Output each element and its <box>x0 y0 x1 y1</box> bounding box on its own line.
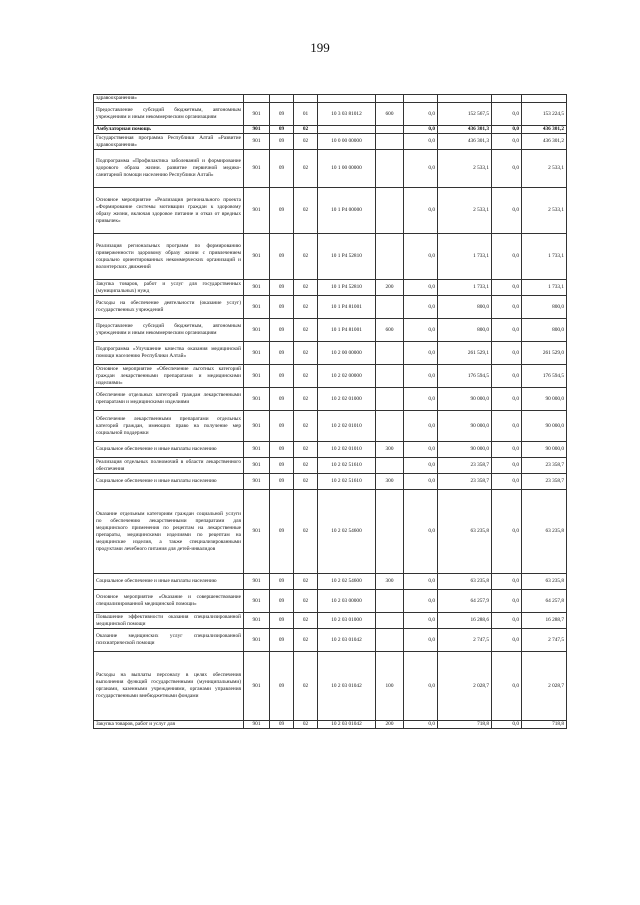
table-row <box>94 95 567 103</box>
admin-code-cell: 901 <box>244 442 270 458</box>
row-name-cell: Закупка товаров, работ и услуг для <box>94 721 244 729</box>
amount-b-cell: 2 747,5 <box>438 629 492 652</box>
admin-code-cell: 901 <box>244 629 270 652</box>
section-code-cell: 09 <box>270 342 294 365</box>
amount-c-cell: 0,0 <box>492 574 522 590</box>
amount-a-cell: 0,0 <box>404 411 438 442</box>
section-code-cell: 09 <box>270 442 294 458</box>
target-article-cell: 10 2 00 00000 <box>318 342 376 365</box>
admin-code-cell: 901 <box>244 388 270 411</box>
subsection-code-cell: 02 <box>294 280 318 296</box>
amount-d-cell: 1 733,1 <box>522 280 567 296</box>
admin-code-cell: 901 <box>244 280 270 296</box>
target-article-cell: 10 2 03 01000 <box>318 613 376 629</box>
amount-b-cell: 800,0 <box>438 296 492 319</box>
amount-b-cell: 23 358,7 <box>438 474 492 490</box>
amount-b-cell: 63 235,8 <box>438 574 492 590</box>
section-code-cell: 09 <box>270 411 294 442</box>
amount-d-cell: 90 000,0 <box>522 388 567 411</box>
row-name-cell: Закупка товаров, работ и услуг для государственных (муниципальных) нужд <box>94 280 244 296</box>
admin-code-cell: 901 <box>244 296 270 319</box>
target-article-cell: 10 2 02 01010 <box>318 411 376 442</box>
target-article-cell: 10 2 03 01042 <box>318 652 376 721</box>
amount-c-cell: 0,0 <box>492 103 522 126</box>
expense-type-cell: 300 <box>376 442 404 458</box>
target-article-cell <box>318 95 376 103</box>
subsection-code-cell: 02 <box>294 365 318 388</box>
amount-b-cell: 1 733,1 <box>438 234 492 280</box>
amount-d-cell: 261 529,0 <box>522 342 567 365</box>
amount-c-cell: 0,0 <box>492 490 522 574</box>
row-name-cell: Государственная программа Республики Алтай «Развитие здравоохранения» <box>94 134 244 150</box>
amount-d-cell: 23 358,7 <box>522 458 567 474</box>
section-code-cell: 09 <box>270 613 294 629</box>
target-article-cell: 10 1 00 00000 <box>318 150 376 188</box>
amount-b-cell: 800,0 <box>438 319 492 342</box>
amount-b-cell: 90 000,0 <box>438 442 492 458</box>
target-article-cell: 10 2 02 01010 <box>318 442 376 458</box>
amount-c-cell: 0,0 <box>492 150 522 188</box>
admin-code-cell: 901 <box>244 590 270 613</box>
expense-type-cell <box>376 188 404 234</box>
subsection-code-cell: 01 <box>294 103 318 126</box>
table-row <box>94 103 567 126</box>
subsection-code-cell: 02 <box>294 721 318 729</box>
admin-code-cell: 901 <box>244 126 270 134</box>
amount-c-cell: 0,0 <box>492 388 522 411</box>
expense-type-cell <box>376 296 404 319</box>
row-name-cell: Предоставление субсидий бюджетным, автономным учреждениям и иным некоммерческим организациям <box>94 103 244 126</box>
target-article-cell: 10 1 P4 81001 <box>318 296 376 319</box>
table-row <box>94 280 567 296</box>
amount-b-cell: 1 733,1 <box>438 280 492 296</box>
row-name-cell: здравоохранения» <box>94 95 244 103</box>
admin-code-cell: 901 <box>244 365 270 388</box>
amount-a-cell: 0,0 <box>404 280 438 296</box>
section-code-cell: 09 <box>270 721 294 729</box>
subsection-code-cell: 02 <box>294 319 318 342</box>
table-row <box>94 458 567 474</box>
admin-code-cell: 901 <box>244 234 270 280</box>
table-row <box>94 652 567 721</box>
amount-d-cell: 90 000,0 <box>522 442 567 458</box>
row-name-cell: Оказание отдельным категориям граждан социальной услуги по обеспечению лекарственными препаратами для медицинского применения по рецептам на лекарственные препараты, медицинскими изделиями по рецептам на медицинские изделия, а также специализированными продуктами лечебного питания для детей-инвалидов <box>94 490 244 574</box>
expense-type-cell <box>376 126 404 134</box>
section-code-cell: 09 <box>270 134 294 150</box>
admin-code-cell: 901 <box>244 103 270 126</box>
section-code-cell: 09 <box>270 629 294 652</box>
table-row <box>94 490 567 574</box>
expense-type-cell <box>376 342 404 365</box>
expense-type-cell: 300 <box>376 474 404 490</box>
section-code-cell: 09 <box>270 388 294 411</box>
amount-b-cell: 176 594,5 <box>438 365 492 388</box>
amount-b-cell: 2 533,1 <box>438 188 492 234</box>
row-name-cell: Подпрограмма «Улучшение качества оказания медицинской помощи населению Республики Алтай» <box>94 342 244 365</box>
amount-d-cell: 2 747,5 <box>522 629 567 652</box>
section-code-cell: 09 <box>270 458 294 474</box>
row-name-cell: Подпрограмма «Профилактика заболеваний и формирование здорового образа жизни. развитие первичной медико-санитарной помощи населению Республики Алтай» <box>94 150 244 188</box>
page-number: 199 <box>310 40 330 55</box>
amount-a-cell: 0,0 <box>404 234 438 280</box>
admin-code-cell: 901 <box>244 490 270 574</box>
row-name-cell: Основное мероприятие «Реализация регионального проекта «Формирование системы мотивации граждан к здоровому образу жизни, включая здоровое питание и отказ от вредных привычек» <box>94 188 244 234</box>
amount-c-cell: 0,0 <box>492 342 522 365</box>
amount-b-cell: 261 529,1 <box>438 342 492 365</box>
expense-type-cell: 300 <box>376 574 404 590</box>
amount-a-cell: 0,0 <box>404 296 438 319</box>
amount-d-cell: 800,0 <box>522 319 567 342</box>
amount-a-cell: 0,0 <box>404 365 438 388</box>
target-article-cell: 10 1 P4 81001 <box>318 319 376 342</box>
subsection-code-cell: 02 <box>294 574 318 590</box>
admin-code-cell: 901 <box>244 319 270 342</box>
admin-code-cell: 901 <box>244 188 270 234</box>
table-row <box>94 126 567 134</box>
subsection-code-cell: 02 <box>294 342 318 365</box>
expense-type-cell: 200 <box>376 721 404 729</box>
row-name-cell: Реализация региональных программ по формированию приверженности здоровому образу жизни с привлечением социально ориентированных некоммерческих организаций и волонтерских движений <box>94 234 244 280</box>
amount-c-cell: 0,0 <box>492 319 522 342</box>
subsection-code-cell: 02 <box>294 188 318 234</box>
target-article-cell: 10 1 P4 52810 <box>318 280 376 296</box>
amount-c-cell: 0,0 <box>492 721 522 729</box>
amount-c-cell: 0,0 <box>492 234 522 280</box>
amount-c-cell: 0,0 <box>492 458 522 474</box>
amount-d-cell: 16 288,7 <box>522 613 567 629</box>
row-name-cell: Социальное обеспечение и иные выплаты населению <box>94 574 244 590</box>
amount-a-cell: 0,0 <box>404 150 438 188</box>
amount-b-cell: 63 235,8 <box>438 490 492 574</box>
amount-d-cell: 2 028,7 <box>522 652 567 721</box>
section-code-cell: 09 <box>270 574 294 590</box>
amount-c-cell: 0,0 <box>492 590 522 613</box>
subsection-code-cell: 02 <box>294 126 318 134</box>
row-name-cell: Социальное обеспечение и иные выплаты населению <box>94 442 244 458</box>
section-code-cell: 09 <box>270 319 294 342</box>
amount-c-cell: 0,0 <box>492 126 522 134</box>
amount-a-cell: 0,0 <box>404 126 438 134</box>
section-code-cell: 09 <box>270 280 294 296</box>
amount-a-cell: 0,0 <box>404 574 438 590</box>
target-article-cell: 10 2 03 01042 <box>318 721 376 729</box>
table-row <box>94 474 567 490</box>
amount-b-cell: 2 028,7 <box>438 652 492 721</box>
amount-b-cell: 23 358,7 <box>438 458 492 474</box>
expense-type-cell <box>376 95 404 103</box>
expense-type-cell <box>376 365 404 388</box>
amount-a-cell <box>404 95 438 103</box>
amount-a-cell: 0,0 <box>404 458 438 474</box>
amount-a-cell: 0,0 <box>404 103 438 126</box>
amount-c-cell: 0,0 <box>492 134 522 150</box>
expense-type-cell <box>376 629 404 652</box>
table-row <box>94 721 567 729</box>
admin-code-cell: 901 <box>244 652 270 721</box>
amount-a-cell: 0,0 <box>404 388 438 411</box>
amount-c-cell: 0,0 <box>492 474 522 490</box>
amount-d-cell: 23 358,7 <box>522 474 567 490</box>
amount-b-cell: 64 257,9 <box>438 590 492 613</box>
row-name-cell: Основное мероприятие «Обеспечение льготных категорий граждан лекарственными препаратами и медицинскими изделиями» <box>94 365 244 388</box>
amount-c-cell: 0,0 <box>492 296 522 319</box>
target-article-cell: 10 2 02 01000 <box>318 388 376 411</box>
expense-type-cell <box>376 590 404 613</box>
amount-b-cell: 90 000,0 <box>438 411 492 442</box>
admin-code-cell: 901 <box>244 411 270 442</box>
target-article-cell: 10 3 03 81012 <box>318 103 376 126</box>
expense-type-cell <box>376 150 404 188</box>
admin-code-cell: 901 <box>244 474 270 490</box>
admin-code-cell: 901 <box>244 574 270 590</box>
row-name-cell: Оказание медицинских услуг специализированной психиатрической помощи <box>94 629 244 652</box>
target-article-cell <box>318 126 376 134</box>
amount-d-cell: 436 301,2 <box>522 134 567 150</box>
table-row <box>94 365 567 388</box>
amount-b-cell: 436 301,3 <box>438 134 492 150</box>
amount-b-cell: 436 301,3 <box>438 126 492 134</box>
amount-c-cell: 0,0 <box>492 629 522 652</box>
table-row <box>94 319 567 342</box>
section-code-cell: 09 <box>270 296 294 319</box>
budget-table-body <box>94 95 567 729</box>
amount-a-cell: 0,0 <box>404 319 438 342</box>
amount-d-cell: 63 235,8 <box>522 574 567 590</box>
amount-c-cell: 0,0 <box>492 188 522 234</box>
table-row <box>94 234 567 280</box>
admin-code-cell: 901 <box>244 342 270 365</box>
expense-type-cell <box>376 458 404 474</box>
table-row <box>94 188 567 234</box>
target-article-cell: 10 2 02 00000 <box>318 365 376 388</box>
expense-type-cell <box>376 613 404 629</box>
expense-type-cell <box>376 490 404 574</box>
section-code-cell: 09 <box>270 103 294 126</box>
amount-c-cell: 0,0 <box>492 411 522 442</box>
amount-a-cell: 0,0 <box>404 613 438 629</box>
amount-d-cell: 2 533,1 <box>522 188 567 234</box>
subsection-code-cell: 02 <box>294 629 318 652</box>
row-name-cell: Социальное обеспечение и иные выплаты населению <box>94 474 244 490</box>
amount-c-cell: 0,0 <box>492 280 522 296</box>
section-code-cell: 09 <box>270 150 294 188</box>
subsection-code-cell: 02 <box>294 652 318 721</box>
target-article-cell: 10 1 P4 52810 <box>318 234 376 280</box>
amount-d-cell: 436 301,2 <box>522 126 567 134</box>
amount-d-cell: 2 533,1 <box>522 150 567 188</box>
row-name-cell: Обеспечение лекарственными препаратами отдельных категорий граждан, имеющих право на получение мер социальной поддержки <box>94 411 244 442</box>
amount-c-cell: 0,0 <box>492 652 522 721</box>
amount-d-cell: 800,0 <box>522 296 567 319</box>
amount-b-cell: 718,8 <box>438 721 492 729</box>
expense-type-cell: 600 <box>376 319 404 342</box>
section-code-cell: 09 <box>270 590 294 613</box>
amount-b-cell: 90 000,0 <box>438 388 492 411</box>
target-article-cell: 10 2 02 51610 <box>318 474 376 490</box>
subsection-code-cell: 02 <box>294 134 318 150</box>
budget-table <box>93 94 567 729</box>
target-article-cell: 10 2 03 01042 <box>318 629 376 652</box>
section-code-cell: 09 <box>270 234 294 280</box>
amount-a-cell: 0,0 <box>404 442 438 458</box>
subsection-code-cell: 02 <box>294 590 318 613</box>
amount-c-cell: 0,0 <box>492 442 522 458</box>
amount-d-cell: 153 224,5 <box>522 103 567 126</box>
table-row <box>94 150 567 188</box>
row-name-cell: Обеспечение отдельных категорий граждан лекарственными препаратами и медицинскими изделиями <box>94 388 244 411</box>
row-name-cell: Расходы на выплаты персоналу в целях обеспечения выполнения функций государственными (муниципальными) органами, казенными учреждениями, органами управления государственными внебюджетными фондами <box>94 652 244 721</box>
amount-d-cell: 64 257,8 <box>522 590 567 613</box>
admin-code-cell: 901 <box>244 613 270 629</box>
table-row <box>94 411 567 442</box>
section-code-cell: 09 <box>270 126 294 134</box>
amount-b-cell <box>438 95 492 103</box>
subsection-code-cell: 02 <box>294 411 318 442</box>
amount-c-cell: 0,0 <box>492 365 522 388</box>
subsection-code-cell: 02 <box>294 442 318 458</box>
section-code-cell <box>270 95 294 103</box>
amount-b-cell: 16 288,6 <box>438 613 492 629</box>
admin-code-cell: 901 <box>244 150 270 188</box>
admin-code-cell: 901 <box>244 721 270 729</box>
subsection-code-cell: 02 <box>294 458 318 474</box>
section-code-cell: 09 <box>270 474 294 490</box>
amount-d-cell <box>522 95 567 103</box>
subsection-code-cell: 02 <box>294 150 318 188</box>
table-row <box>94 590 567 613</box>
amount-d-cell: 63 235,8 <box>522 490 567 574</box>
amount-d-cell: 90 000,0 <box>522 411 567 442</box>
subsection-code-cell: 02 <box>294 296 318 319</box>
row-name-cell: Основное мероприятие «Оказание и совершенствование специализированной медицинской помощи» <box>94 590 244 613</box>
amount-c-cell: 0,0 <box>492 613 522 629</box>
amount-a-cell: 0,0 <box>404 721 438 729</box>
expense-type-cell <box>376 411 404 442</box>
target-article-cell: 10 1 P4 00000 <box>318 188 376 234</box>
expense-type-cell: 600 <box>376 103 404 126</box>
row-name-cell: Амбулаторная помощь <box>94 126 244 134</box>
subsection-code-cell: 02 <box>294 234 318 280</box>
subsection-code-cell <box>294 95 318 103</box>
target-article-cell: 10 2 02 51610 <box>318 458 376 474</box>
amount-a-cell: 0,0 <box>404 629 438 652</box>
table-row <box>94 442 567 458</box>
target-article-cell: 10 2 02 54600 <box>318 490 376 574</box>
expense-type-cell: 100 <box>376 652 404 721</box>
table-row <box>94 388 567 411</box>
section-code-cell: 09 <box>270 490 294 574</box>
admin-code-cell: 901 <box>244 458 270 474</box>
subsection-code-cell: 02 <box>294 388 318 411</box>
target-article-cell: 10 2 02 54600 <box>318 574 376 590</box>
target-article-cell: 10 0 00 00000 <box>318 134 376 150</box>
amount-a-cell: 0,0 <box>404 590 438 613</box>
expense-type-cell <box>376 388 404 411</box>
amount-a-cell: 0,0 <box>404 474 438 490</box>
row-name-cell: Реализация отдельных полномочий в области лекарственного обеспечения <box>94 458 244 474</box>
expense-type-cell <box>376 134 404 150</box>
amount-a-cell: 0,0 <box>404 490 438 574</box>
amount-b-cell: 152 567,5 <box>438 103 492 126</box>
table-row <box>94 574 567 590</box>
amount-b-cell: 2 533,1 <box>438 150 492 188</box>
admin-code-cell <box>244 95 270 103</box>
subsection-code-cell: 02 <box>294 490 318 574</box>
table-row <box>94 613 567 629</box>
subsection-code-cell: 02 <box>294 613 318 629</box>
amount-a-cell: 0,0 <box>404 342 438 365</box>
row-name-cell: Расходы на обеспечение деятельности (оказание услуг) государственных учреждений <box>94 296 244 319</box>
amount-c-cell <box>492 95 522 103</box>
expense-type-cell <box>376 234 404 280</box>
amount-d-cell: 718,8 <box>522 721 567 729</box>
amount-a-cell: 0,0 <box>404 134 438 150</box>
subsection-code-cell: 02 <box>294 474 318 490</box>
table-row <box>94 134 567 150</box>
amount-a-cell: 0,0 <box>404 652 438 721</box>
section-code-cell: 09 <box>270 652 294 721</box>
table-row <box>94 342 567 365</box>
table-row <box>94 629 567 652</box>
section-code-cell: 09 <box>270 188 294 234</box>
amount-d-cell: 1 733,1 <box>522 234 567 280</box>
amount-d-cell: 176 594,5 <box>522 365 567 388</box>
section-code-cell: 09 <box>270 365 294 388</box>
row-name-cell: Предоставление субсидий бюджетным, автономным учреждениям и иным некоммерческим организациям <box>94 319 244 342</box>
expense-type-cell: 200 <box>376 280 404 296</box>
amount-a-cell: 0,0 <box>404 188 438 234</box>
table-row <box>94 296 567 319</box>
target-article-cell: 10 2 03 00000 <box>318 590 376 613</box>
row-name-cell: Повышение эффективности оказания специализированной медицинской помощи <box>94 613 244 629</box>
admin-code-cell: 901 <box>244 134 270 150</box>
